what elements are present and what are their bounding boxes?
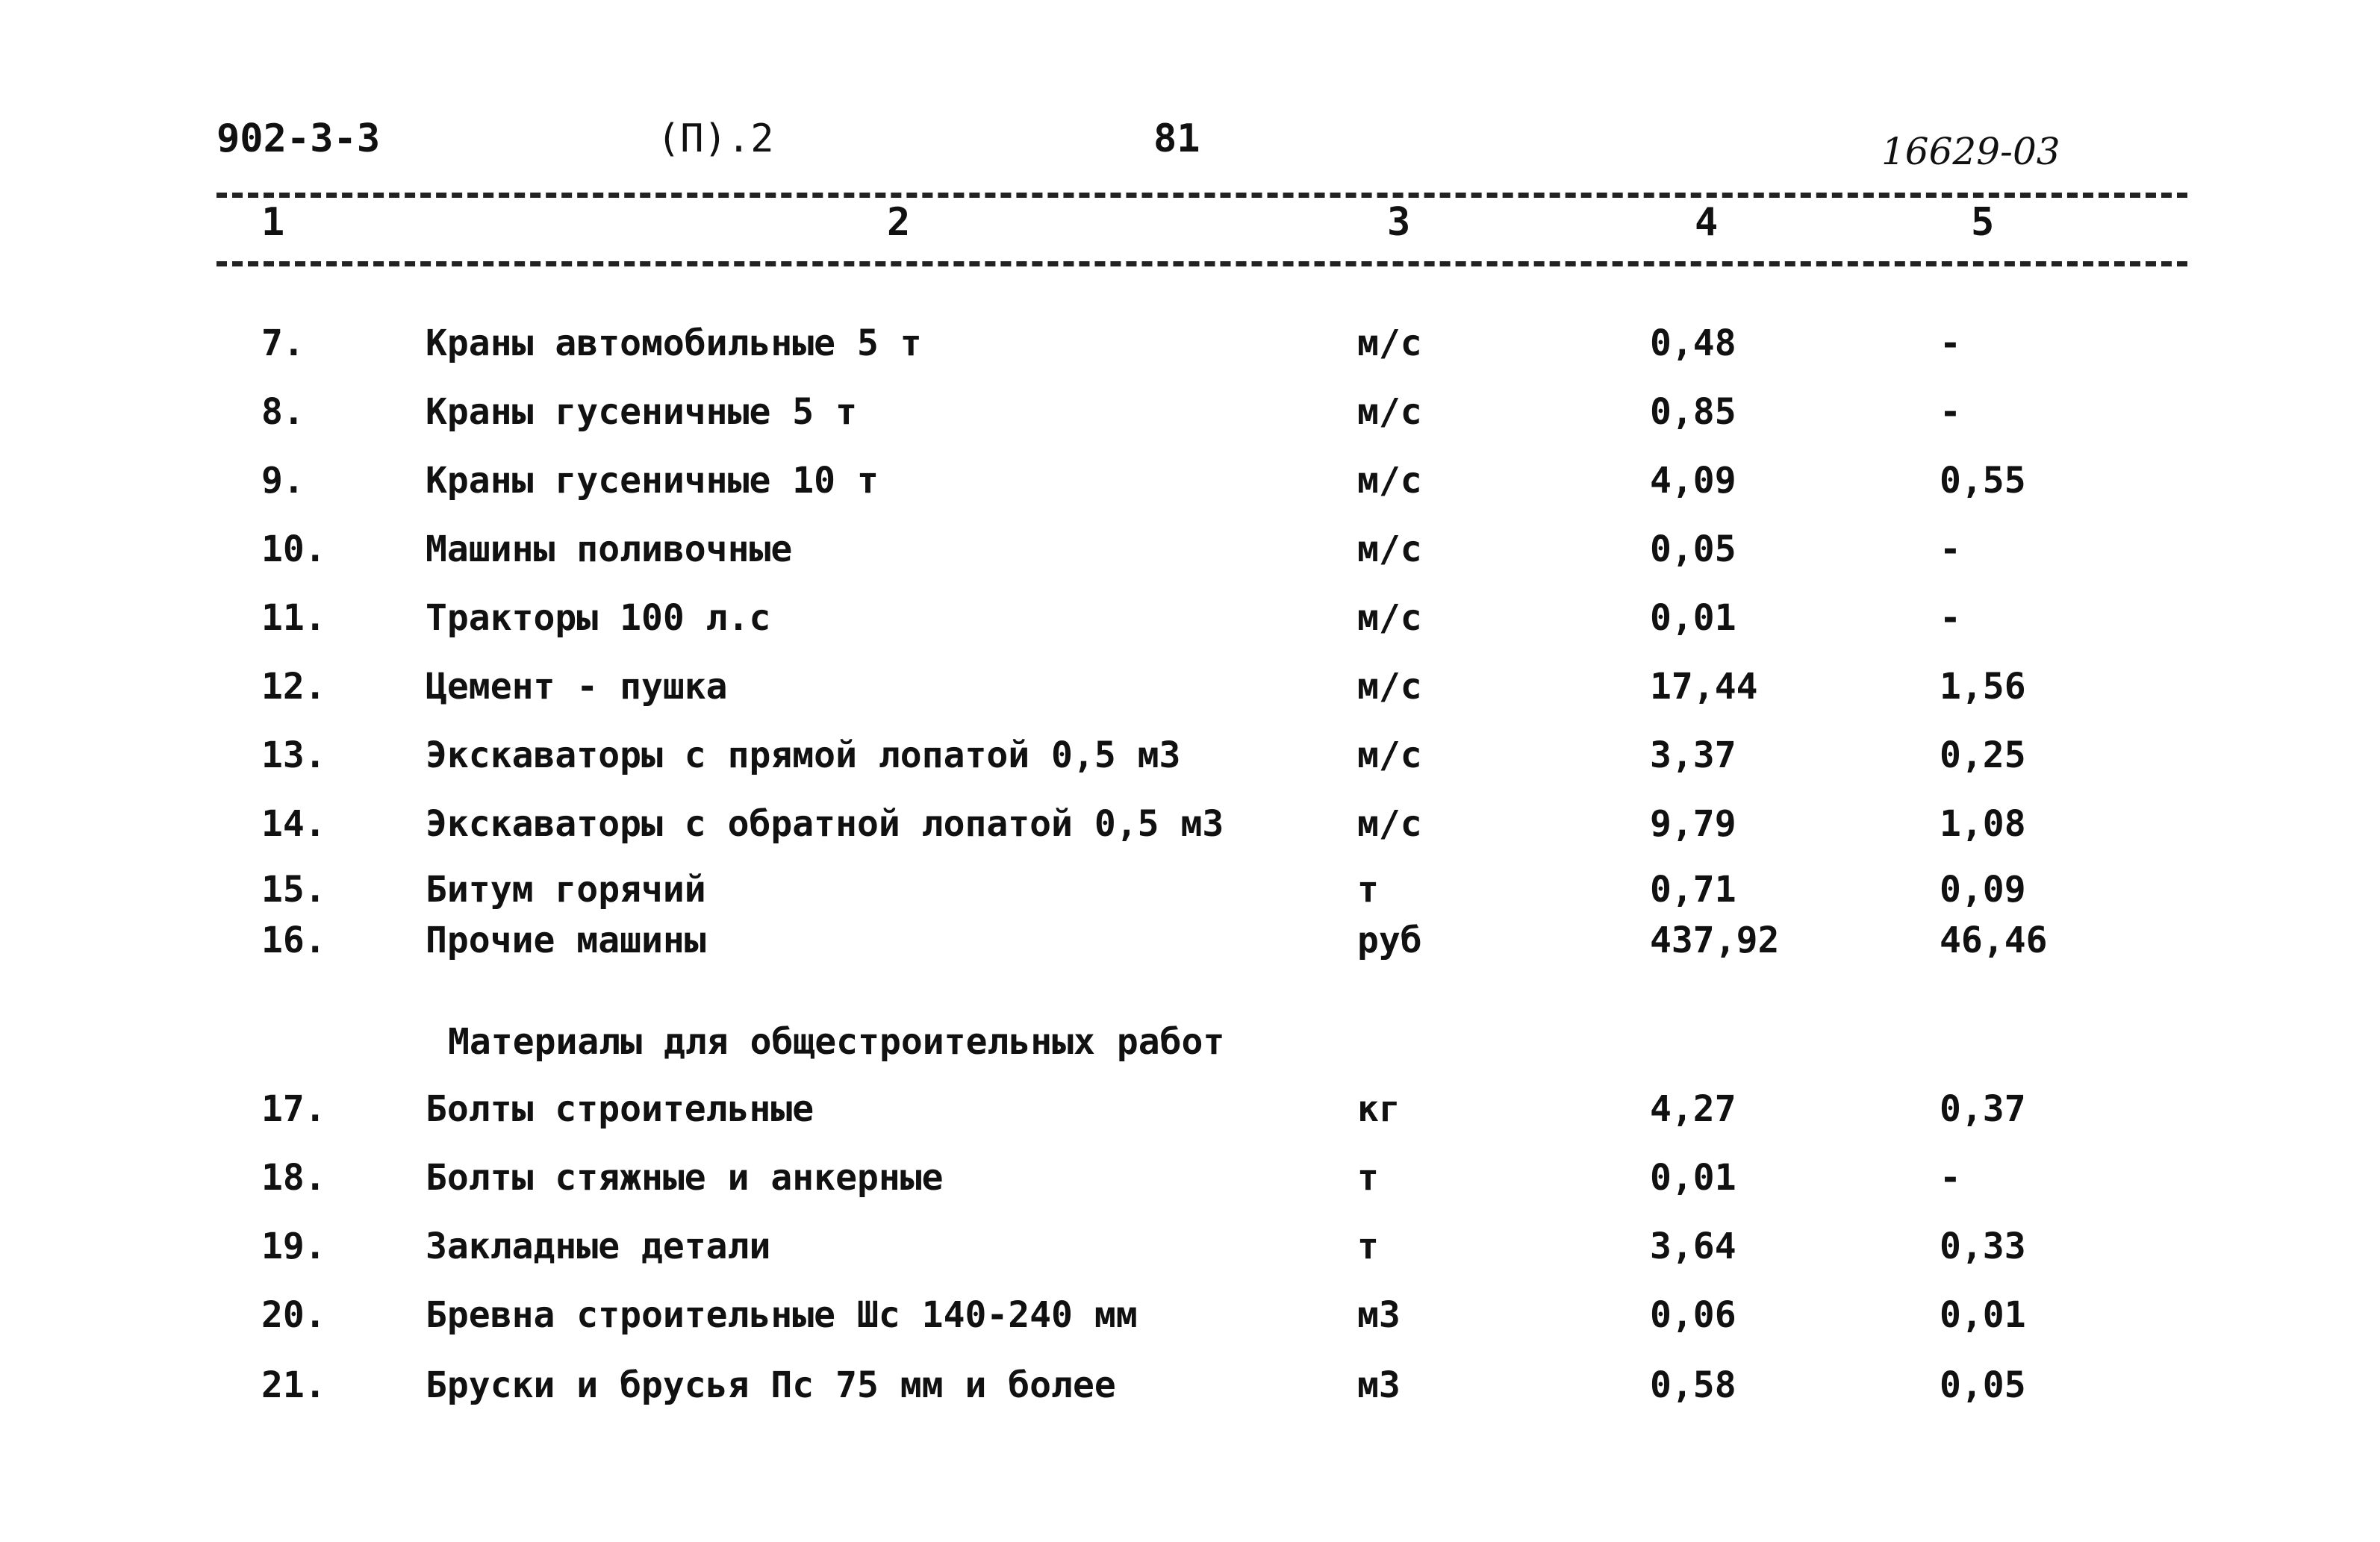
row-unit: кг [1357, 1088, 1401, 1130]
row-value-col4: 0,01 [1650, 1157, 1736, 1199]
row-name: Болты строительные [426, 1088, 814, 1130]
row-number: 13. [261, 734, 326, 776]
row-unit: т [1357, 1157, 1379, 1199]
row-value-col4: 0,06 [1650, 1294, 1736, 1336]
row-value-col4: 4,09 [1650, 460, 1736, 502]
row-name: Прочие машины [426, 920, 706, 961]
row-value-col5: 0,25 [1940, 734, 2026, 776]
row-number: 16. [261, 920, 326, 961]
header-rule-top [216, 193, 2187, 198]
row-unit: м/с [1357, 391, 1422, 433]
row-value-col4: 17,44 [1650, 666, 1758, 708]
row-number: 11. [261, 597, 326, 639]
row-value-col4: 3,64 [1650, 1226, 1736, 1267]
column-number-1: 1 [261, 200, 285, 245]
row-number: 20. [261, 1294, 326, 1336]
row-unit: м/с [1357, 322, 1422, 364]
row-value-col5: - [1940, 528, 1961, 570]
row-number: 18. [261, 1157, 326, 1199]
page-number: 81 [1153, 116, 1200, 161]
row-unit: руб [1357, 920, 1422, 961]
row-unit: т [1357, 869, 1379, 911]
row-value-col5: 0,55 [1940, 460, 2026, 502]
row-value-col5: - [1940, 391, 1961, 433]
inventory-number: 16629-03 [1881, 130, 2060, 173]
row-value-col4: 0,48 [1650, 322, 1736, 364]
row-name: Бруски и брусья Пс 75 мм и более [426, 1364, 1116, 1406]
row-value-col4: 4,27 [1650, 1088, 1736, 1130]
column-number-3: 3 [1387, 200, 1411, 245]
row-value-col5: 0,01 [1940, 1294, 2026, 1336]
column-number-2: 2 [887, 200, 911, 245]
row-value-col4: 437,92 [1650, 920, 1780, 961]
row-number: 9. [261, 460, 305, 502]
row-value-col5: 46,46 [1940, 920, 2048, 961]
row-value-col4: 0,58 [1650, 1364, 1736, 1406]
row-unit: м/с [1357, 460, 1422, 502]
row-name: Машины поливочные [426, 528, 793, 570]
row-unit: м/с [1357, 666, 1422, 708]
row-number: 8. [261, 391, 305, 433]
row-value-col5: 1,08 [1940, 803, 2026, 845]
row-name: Закладные детали [426, 1226, 771, 1267]
row-unit: м/с [1357, 597, 1422, 639]
row-unit: м3 [1357, 1364, 1401, 1406]
row-value-col5: 1,56 [1940, 666, 2026, 708]
row-number: 7. [261, 322, 305, 364]
row-unit: м/с [1357, 528, 1422, 570]
row-value-col5: 0,09 [1940, 869, 2026, 911]
row-name: Краны автомобильные 5 т [426, 322, 922, 364]
row-name: Болты стяжные и анкерные [426, 1157, 944, 1199]
row-value-col4: 0,05 [1650, 528, 1736, 570]
row-value-col5: 0,05 [1940, 1364, 2026, 1406]
row-value-col5: 0,33 [1940, 1226, 2026, 1267]
row-value-col4: 0,71 [1650, 869, 1736, 911]
row-name: Битум горячий [426, 869, 706, 911]
row-name: Краны гусеничные 10 т [426, 460, 879, 502]
row-value-col4: 0,85 [1650, 391, 1736, 433]
row-number: 12. [261, 666, 326, 708]
row-unit: т [1357, 1226, 1379, 1267]
row-name: Цемент - пушка [426, 666, 728, 708]
document-code: 902-3-3 [216, 116, 381, 161]
row-name: Тракторы 100 л.с [426, 597, 771, 639]
row-number: 19. [261, 1226, 326, 1267]
row-number: 15. [261, 869, 326, 911]
document-part: (П).2 [657, 116, 774, 161]
header-rule-bottom [216, 261, 2187, 266]
row-value-col5: - [1940, 597, 1961, 639]
row-value-col5: 0,37 [1940, 1088, 2026, 1130]
row-name: Краны гусеничные 5 т [426, 391, 857, 433]
row-name: Бревна строительные Шс 140-240 мм [426, 1294, 1138, 1336]
row-value-col5: - [1940, 1157, 1961, 1199]
row-value-col4: 3,37 [1650, 734, 1736, 776]
row-value-col5: - [1940, 322, 1961, 364]
section-title: Материалы для общестроительных работ [448, 1021, 1225, 1063]
row-number: 10. [261, 528, 326, 570]
row-name: Экскаваторы с прямой лопатой 0,5 м3 [426, 734, 1181, 776]
row-value-col4: 0,01 [1650, 597, 1736, 639]
row-unit: м/с [1357, 803, 1422, 845]
column-number-4: 4 [1695, 200, 1719, 245]
row-unit: м3 [1357, 1294, 1401, 1336]
row-name: Экскаваторы с обратной лопатой 0,5 м3 [426, 803, 1224, 845]
row-unit: м/с [1357, 734, 1422, 776]
column-number-5: 5 [1971, 200, 1995, 245]
row-number: 17. [261, 1088, 326, 1130]
row-number: 21. [261, 1364, 326, 1406]
row-number: 14. [261, 803, 326, 845]
row-value-col4: 9,79 [1650, 803, 1736, 845]
